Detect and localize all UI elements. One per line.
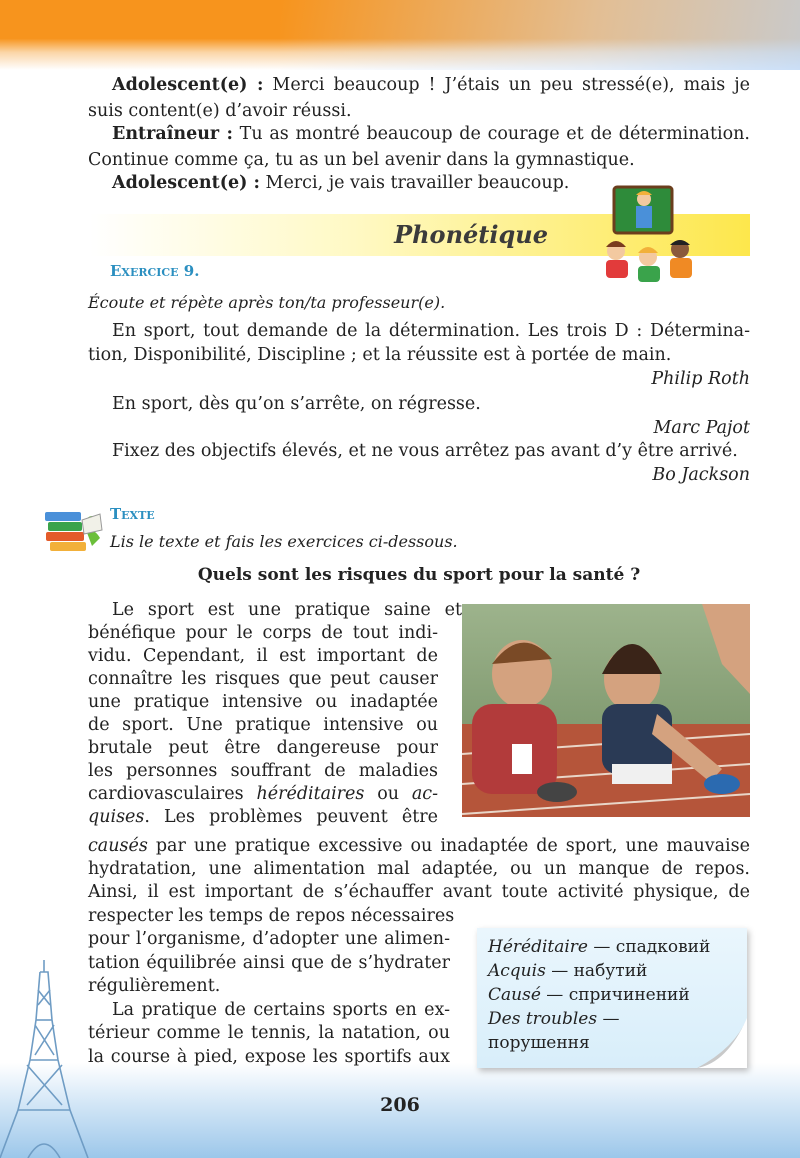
glossary-definition: — <box>597 1009 620 1029</box>
paragraph-line: respecter les temps de repos nécessaires <box>88 906 455 926</box>
glossary-term: Causé <box>488 985 541 1005</box>
paragraph-line: tation équilibrée ainsi que de s’hydrater <box>88 953 450 973</box>
glossary-entry <box>488 959 647 983</box>
quote-author: Bo Jackson <box>652 465 750 485</box>
page-number: 206 <box>380 1094 420 1116</box>
paragraph-line: vidu. Cependant, il est important de <box>88 646 438 666</box>
glossary-definition: порушення <box>488 1033 590 1053</box>
dialogue-text: Continue comme ça, tu as un bel avenir dans la gymnastique. <box>88 150 635 170</box>
dialogue-text: Tu as montré beaucoup de courage et de détermination. <box>232 124 750 144</box>
text-run: cardiovasculaires <box>88 784 257 804</box>
page-curl-icon <box>697 1018 747 1068</box>
paragraph-line: connaître les risques que peut causer <box>88 669 438 689</box>
paragraph-line: hydratation, une alimentation mal adaptée, ou un manque de repos. <box>88 859 750 879</box>
dialogue-text: Merci, je vais travailler beaucoup. <box>259 173 570 193</box>
glossary-entry <box>488 983 690 1007</box>
quote-author: Philip Roth <box>651 369 750 389</box>
glossary-term: ac- <box>411 784 438 804</box>
exercise-instruction: Écoute et répète après ton/ta professeur(e). <box>88 293 446 312</box>
speaker: Adolescent(e) : <box>112 75 264 95</box>
paragraph-line: la course à pied, expose les sportifs aux <box>88 1047 450 1067</box>
speaker: Entraîneur : <box>112 124 233 144</box>
paragraph-line: pour l’organisme, d’adopter une alimen- <box>88 929 450 949</box>
paragraph-line: La pratique de certains sports en ex- <box>112 1000 450 1020</box>
glossary-term: causés <box>88 836 148 856</box>
paragraph-line: brutale peut être dangereuse pour <box>88 738 438 758</box>
glossary-entry <box>488 1007 619 1031</box>
header-banner <box>0 0 800 70</box>
glossary-definition: — спричинений <box>540 985 690 1005</box>
article-title: Quels sont les risques du sport pour la santé ? <box>197 565 641 585</box>
dialogue-line <box>88 121 750 147</box>
sport-injury-photo <box>462 604 750 817</box>
paragraph-line: les personnes souffrant de maladies <box>88 761 438 781</box>
exercise-label: Exercice 9. <box>110 262 200 280</box>
glossary-entry <box>488 1031 590 1055</box>
glossary-definition: — набутий <box>545 961 648 981</box>
books-icon <box>42 500 106 554</box>
dialogue-text: suis content(e) d’avoir réussi. <box>88 101 352 121</box>
dialogue-text: Merci beaucoup ! J’étais un peu stressé(e), mais je <box>263 75 751 95</box>
paragraph-line <box>88 804 438 830</box>
paragraph-line: bénéfique pour le corps de tout indi- <box>88 623 438 643</box>
quote-author: Marc Pajot <box>653 418 750 438</box>
glossary-entry <box>488 935 710 959</box>
paragraph-line: régulièrement. <box>88 976 221 996</box>
eiffel-tower-illustration <box>0 960 90 1158</box>
paragraph-line: une pratique intensive ou inadaptée <box>88 692 438 712</box>
quote: En sport, dès qu’on s’arrête, on régresse. <box>112 394 481 414</box>
glossary-term: Acquis <box>488 961 546 981</box>
section-title: Phonétique <box>394 220 548 249</box>
paragraph-line: de sport. Une pratique intensive ou <box>88 715 438 735</box>
text-run: ou <box>364 784 412 804</box>
glossary-term: Des troubles <box>488 1009 598 1029</box>
speaker: Adolescent(e) : <box>112 173 260 193</box>
paragraph-line: Le sport est une pratique saine et <box>112 600 462 620</box>
glossary-term: quises <box>88 807 145 827</box>
text-instruction: Lis le texte et fais les exercices ci-dessous. <box>110 532 458 551</box>
classroom-illustration <box>600 185 700 285</box>
text-label: Texte <box>110 505 155 523</box>
paragraph-line: térieur comme le tennis, la natation, ou <box>88 1023 450 1043</box>
glossary-definition: — спадковий <box>587 937 711 957</box>
quote: Fixez des objectifs élevés, et ne vous arrêtez pas avant d’y être arrivé. <box>112 441 738 461</box>
text-run: . Les problèmes peuvent être <box>144 807 438 827</box>
text-run: par une pratique excessive ou inadaptée de sport, une mauvaise <box>147 836 750 856</box>
quote: En sport, tout demande de la détermination. Les trois D : Détermina- <box>112 321 750 341</box>
dialogue-line <box>88 72 750 98</box>
paragraph-line: Ainsi, il est important de s’échauffer avant toute activité physique, de <box>88 882 750 902</box>
quote: tion, Disponibilité, Discipline ; et la réussite est à portée de main. <box>88 345 672 365</box>
glossary-term: héréditaires <box>256 784 365 804</box>
glossary-term: Héréditaire <box>488 937 588 957</box>
